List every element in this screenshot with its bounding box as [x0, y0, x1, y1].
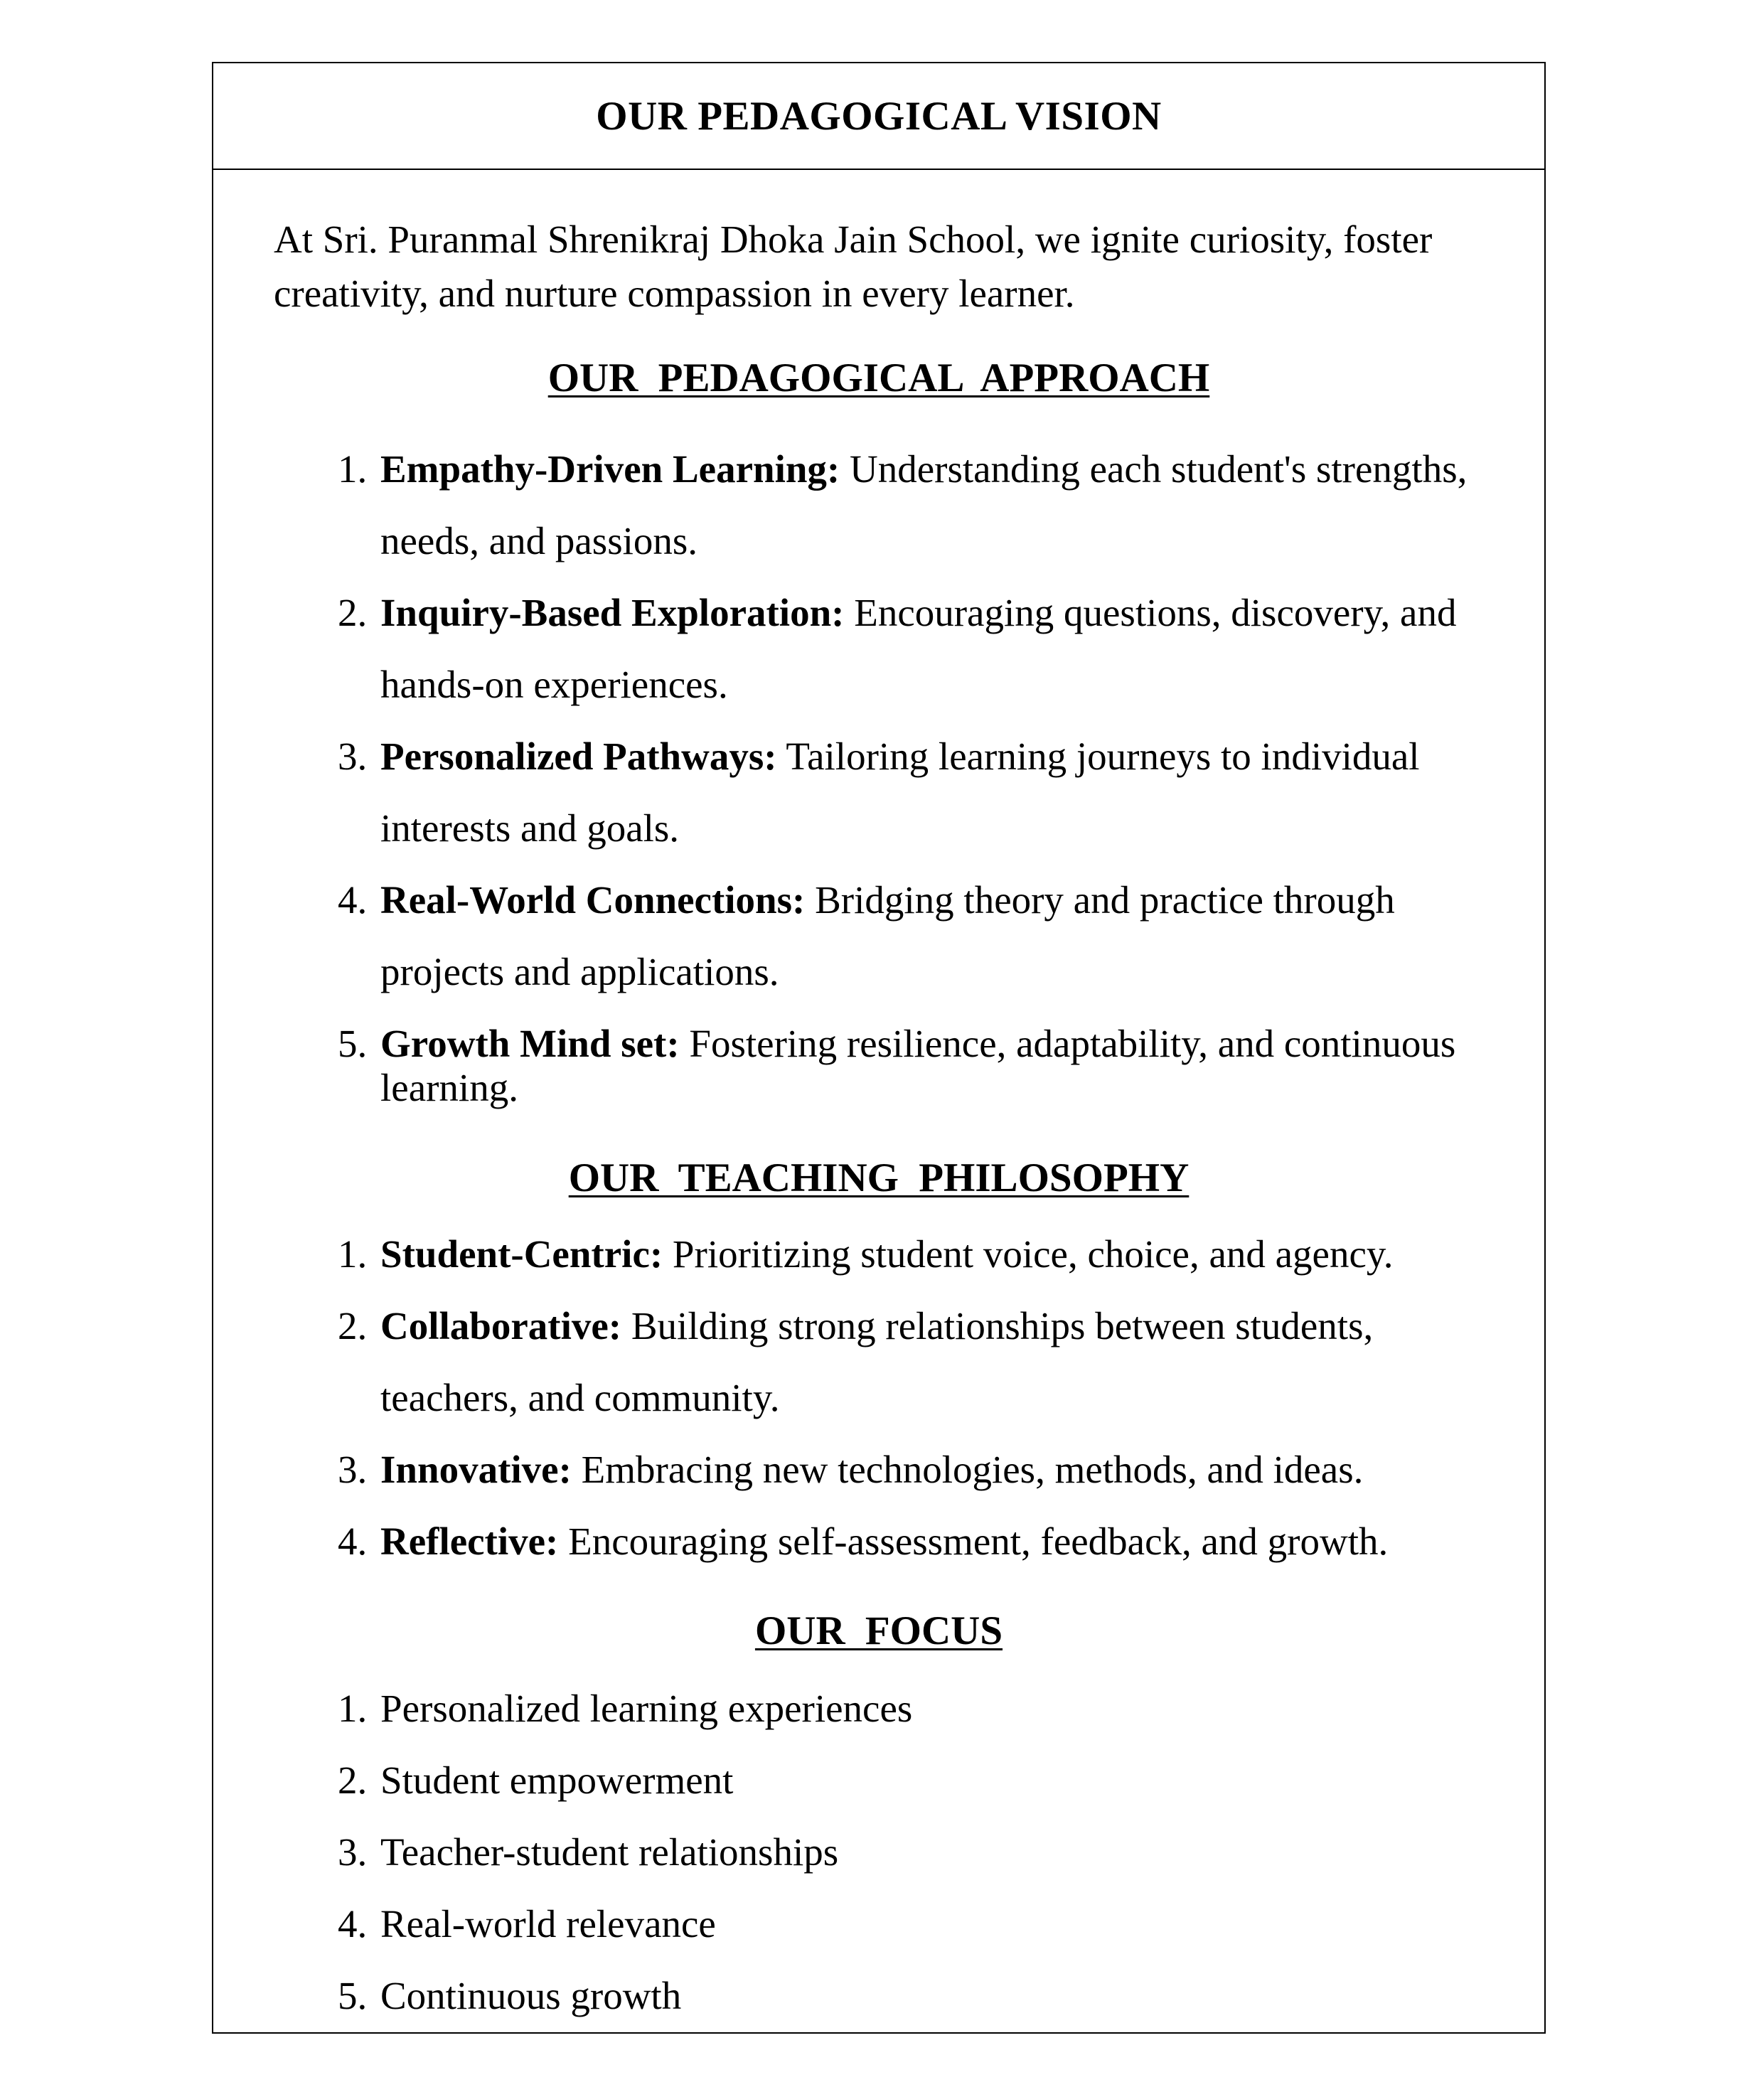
item-term: Innovative:: [380, 1448, 572, 1491]
item-text: Continuous growth: [380, 1974, 682, 2017]
item-text: Encouraging questions, discovery, and: [844, 591, 1457, 634]
list-item: [338, 577, 1539, 720]
item-term: Collaborative:: [380, 1304, 622, 1347]
item-text: Teacher-student relationships: [380, 1830, 839, 1874]
item-term: Inquiry-Based Exploration:: [380, 591, 845, 634]
item-text: Encouraging self-assessment, feedback, and growth.: [558, 1520, 1389, 1563]
intro-paragraph: [274, 213, 1518, 321]
item-number: 4.: [338, 1902, 368, 1945]
item-number: 1.: [338, 447, 368, 491]
item-number: 1.: [338, 1232, 368, 1276]
list-item: [338, 1290, 1539, 1434]
item-number: 2.: [338, 1758, 368, 1802]
item-text: interests and goals.: [380, 806, 680, 850]
list-item: [338, 1434, 1539, 1505]
item-text: Personalized learning experiences: [380, 1687, 913, 1730]
list-item: [338, 1505, 1539, 1577]
focus-list: [338, 1672, 1539, 2032]
list-item: [338, 1888, 1539, 1960]
item-number: 3.: [338, 1830, 368, 1874]
item-term: Reflective:: [380, 1520, 559, 1563]
list-item: [338, 1816, 1539, 1888]
item-text: hands-on experiences.: [380, 663, 728, 706]
item-term: Student-Centric:: [380, 1232, 663, 1276]
item-text: teachers, and community.: [380, 1376, 780, 1419]
list-item: [338, 433, 1539, 577]
item-number: 2.: [338, 1304, 368, 1347]
item-text: needs, and passions.: [380, 519, 698, 562]
item-term: Personalized Pathways:: [380, 735, 777, 778]
item-number: 2.: [338, 591, 368, 634]
intro-line: creativity, and nurture compassion in every learner.: [274, 272, 1075, 315]
item-number: 4.: [338, 878, 368, 922]
page-title: OUR PEDAGOGICAL VISION: [596, 93, 1162, 139]
item-text: Student empowerment: [380, 1758, 734, 1802]
philosophy-list: [338, 1218, 1539, 1577]
list-item: [338, 1960, 1539, 2032]
list-item: [338, 1744, 1539, 1816]
item-number: 4.: [338, 1520, 368, 1563]
item-text: Bridging theory and practice through: [805, 878, 1395, 922]
item-text: Building strong relationships between students,: [621, 1304, 1374, 1347]
approach-heading: OUR PEDAGOGICAL APPROACH: [547, 356, 1210, 400]
list-item: [338, 1008, 1539, 1109]
document-frame: [212, 62, 1546, 2034]
item-number: 5.: [338, 1974, 368, 2017]
item-text: learning.: [380, 1066, 518, 1109]
item-term: Growth Mind set:: [380, 1022, 680, 1065]
title-row: [213, 63, 1544, 170]
philosophy-heading: OUR TEACHING PHILOSOPHY: [568, 1155, 1190, 1200]
item-number: 1.: [338, 1687, 368, 1730]
item-text: Embracing new technologies, methods, and ideas.: [571, 1448, 1364, 1491]
list-item: [338, 720, 1539, 864]
item-term: Empathy-Driven Learning:: [380, 447, 840, 491]
item-text: Tailoring learning journeys to individual: [776, 735, 1420, 778]
item-number: 3.: [338, 1448, 368, 1491]
approach-list: [338, 433, 1539, 1109]
item-number: 3.: [338, 735, 368, 778]
intro-line: At Sri. Puranmal Shrenikraj Dhoka Jain School, we ignite curiosity, foster: [274, 218, 1433, 261]
focus-heading: OUR FOCUS: [754, 1608, 1003, 1653]
list-item: [338, 864, 1539, 1008]
item-text: Fostering resilience, adaptability, and continuous: [679, 1022, 1456, 1065]
item-text: projects and applications.: [380, 950, 779, 993]
list-item: [338, 1672, 1539, 1744]
item-number: 5.: [338, 1022, 368, 1065]
item-text: Real-world relevance: [380, 1902, 716, 1945]
list-item: [338, 1218, 1539, 1290]
item-term: Real-World Connections:: [380, 878, 806, 922]
item-text: Prioritizing student voice, choice, and agency.: [663, 1232, 1394, 1276]
item-text: Understanding each student's strengths,: [840, 447, 1468, 491]
